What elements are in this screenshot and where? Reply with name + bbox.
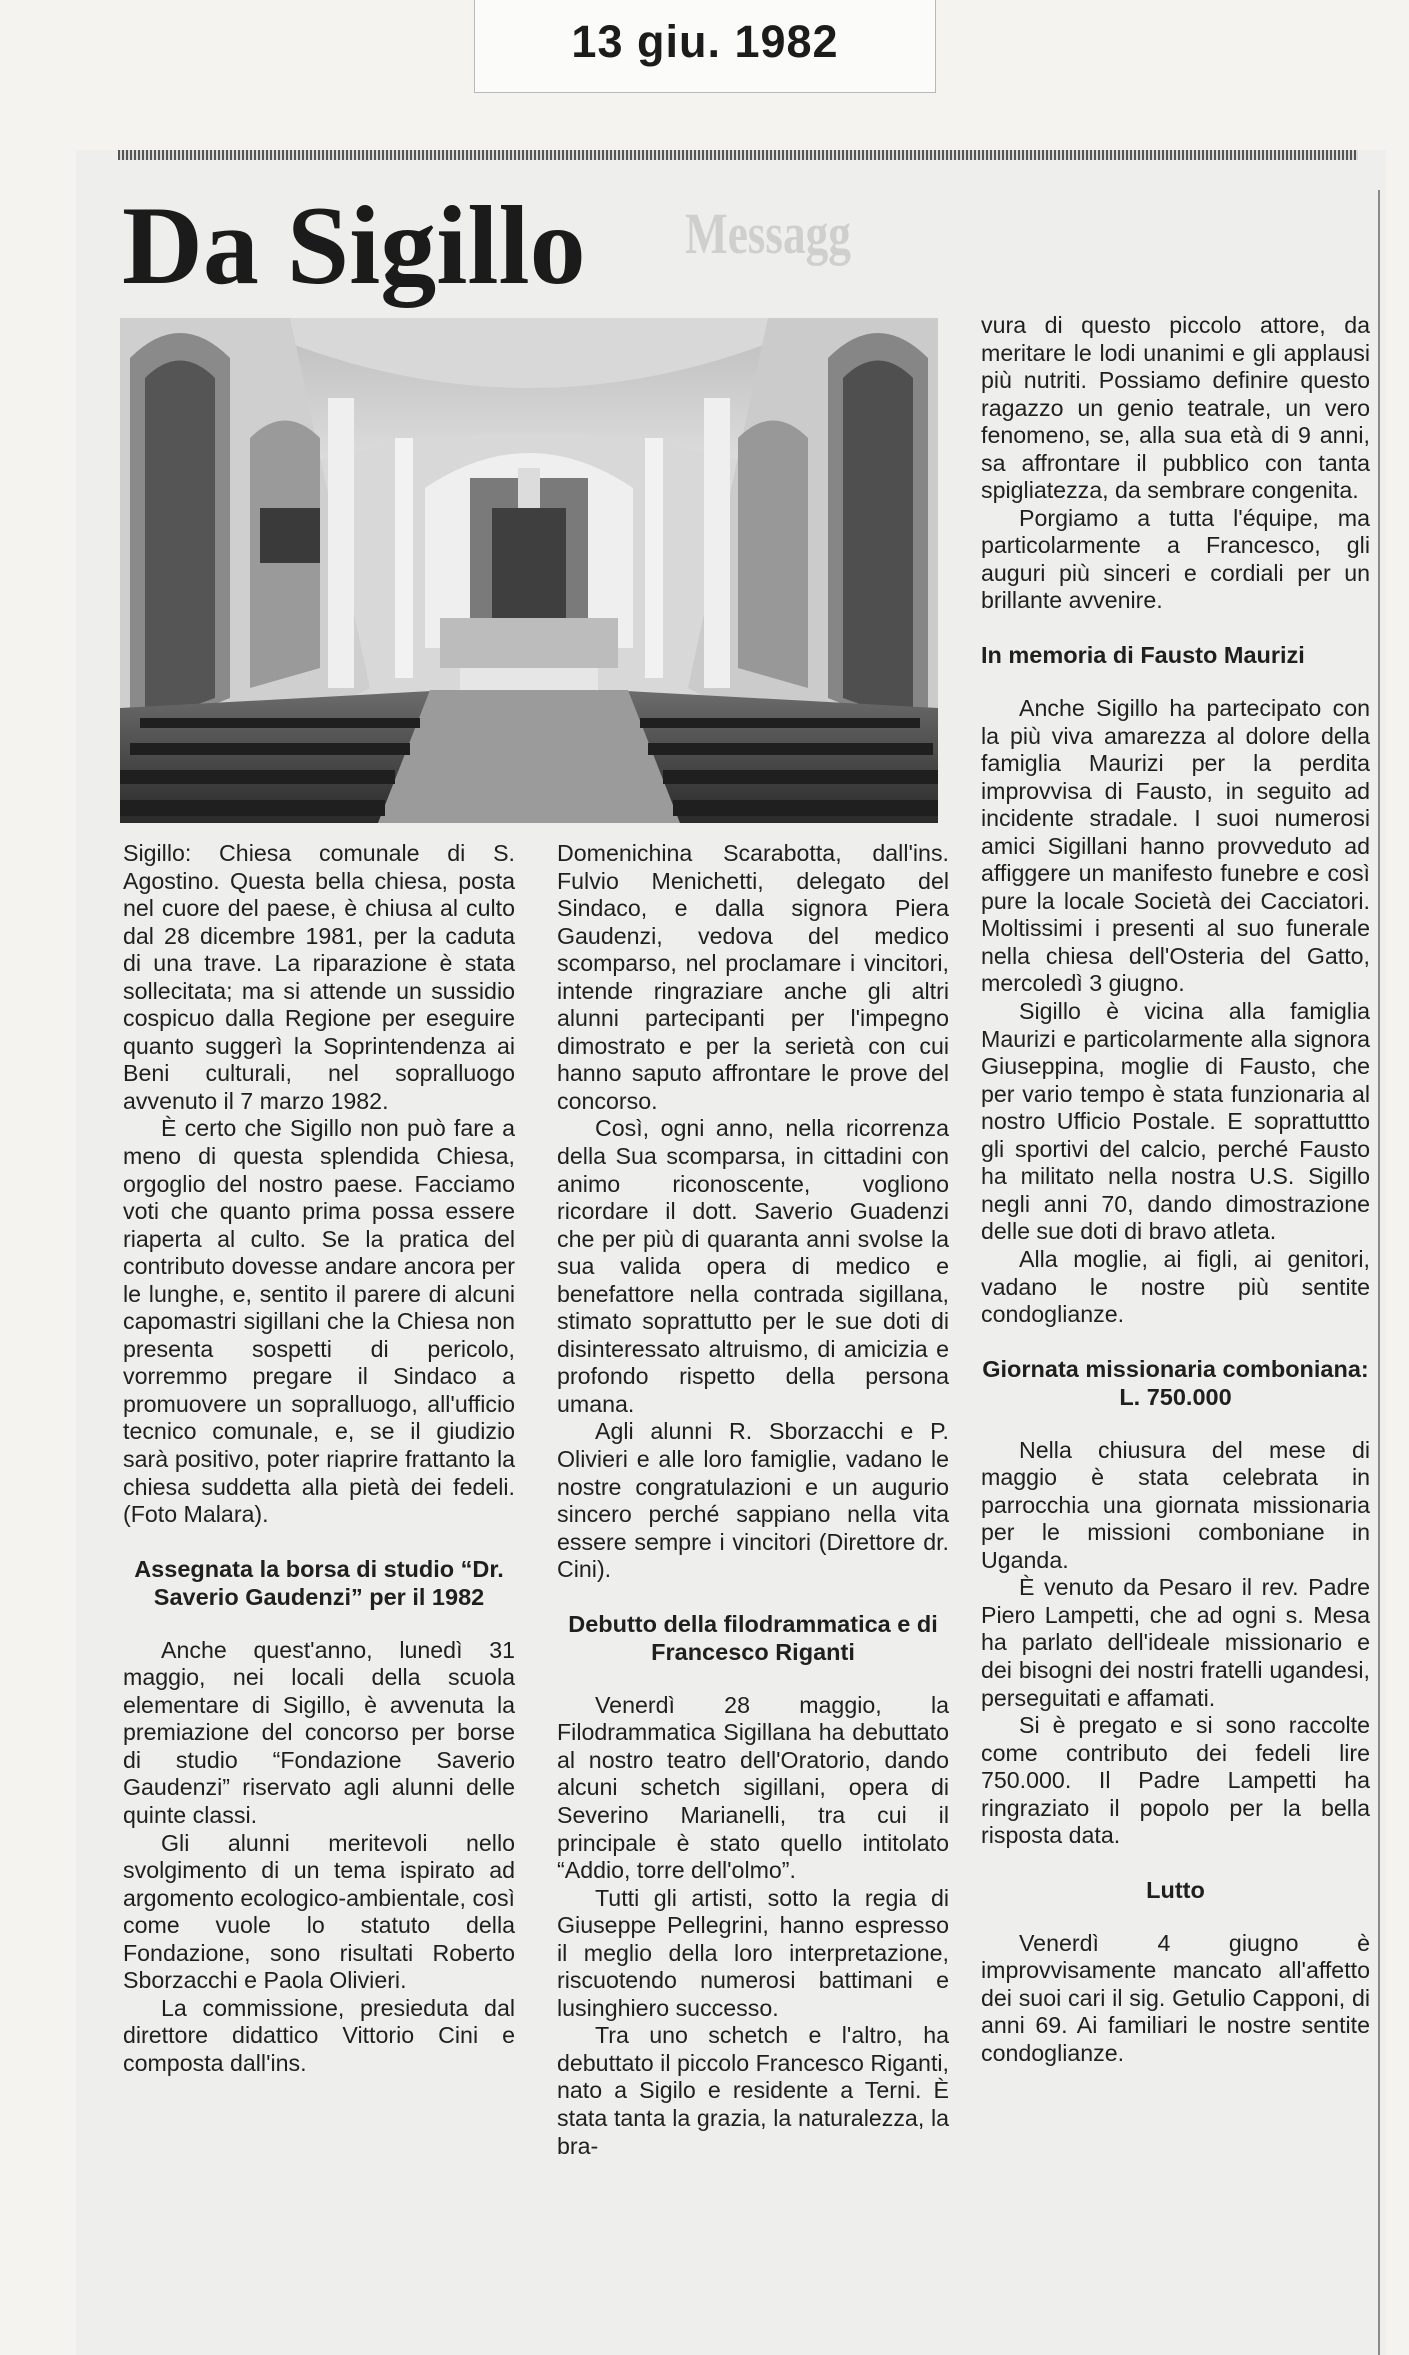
paragraph: Si è pregato e si sono raccolte come contributo dei fedeli lire 750.000. Il Padre Lampetti ha ringraziato il popolo per la bella risposta data. <box>981 1712 1370 1849</box>
section-heading-giornata-missionaria: Giornata missionaria comboniana: L. 750.000 <box>982 1355 1369 1410</box>
column-3 <box>981 312 1370 2068</box>
section-heading-filodrammatica: Debutto della filodrammatica e di Francesco Riganti <box>568 1610 938 1665</box>
paragraph: Anche quest'anno, lunedì 31 maggio, nei locali della scuola elementare di Sigillo, è avvenuta la premiazione del concorso per borse di studio “Fondazione Saverio Gaudenzi” riservato agli alunni delle quinte classi. <box>123 1636 515 1828</box>
paragraph: È certo che Sigillo non può fare a meno di questa splendida Chiesa, orgoglio del nostro paese. Facciamo voti che quanto prima possa essere riaperta al culto. Se la pratica del contributo dovesse andare ancora per le lunghe, e, sentito il parere di alcuni capomastri sigillani che la Chiesa non presenta sospetti di pericolo, vorremmo pregare il Sindaco a promuovere un sopralluogo, all'ufficio tecnico comunale, e, se il giudizio sarà positivo, poter riaprire frattanto la chiesa suddetta alla pietà dei fedeli. (Foto Malara). <box>123 1115 515 1528</box>
top-rule <box>118 150 1358 160</box>
paragraph: Anche Sigillo ha partecipato con la più viva amarezza al dolore della famiglia Maurizi per la perdita improvvisa di Fausto, in seguito ad incidente stradale. I suoi numerosi amici Sigillani hanno provveduto ad affiggere un manifesto funebre e così pure la locale Società dei Cacciatori. Moltissimi i presenti al suo funerale nella chiesa dell'Osteria del Gatto, mercoledì 3 giugno. <box>981 695 1370 997</box>
paragraph: Tra uno schetch e l'altro, ha debuttato il piccolo Francesco Riganti, nato a Sigilo e residente a Terni. È stata tanta la grazia, la naturalezza, la bra- <box>557 2022 949 2159</box>
headline: Da Sigillo <box>122 184 586 308</box>
date-stamp-text: 13 giu. 1982 <box>571 16 839 67</box>
paragraph: Tutti gli artisti, sotto la regia di Giuseppe Pellegrini, hanno espresso il meglio della loro interpretazione, riscuotendo numerosi battimani e lusinghiero successo. <box>557 1884 949 2021</box>
paragraph: Agli alunni R. Sborzacchi e P. Olivieri e alle loro famiglie, vadano le nostre congratulazioni e un augurio sincero perché sappiano nella vita essere sempre i vincitori (Direttore dr. Cini). <box>557 1418 949 1583</box>
paragraph: Domenichina Scarabotta, dall'ins. Fulvio Menichetti, delegato del Sindaco, e dalla signora Piera Gaudenzi, vedova del medico scomparso, nel proclamare i vincitori, intende ringraziare anche gli altri alunni partecipanti per l'impegno dimostrato e per la serietà con cui hanno saputo affrontare le prove del concorso. <box>557 840 949 1114</box>
section-heading-lutto: Lutto <box>1146 1876 1205 1903</box>
paragraph: Gli alunni meritevoli nello svolgimento di un tema ispirato ad argomento ecologico-ambientale, così come vuole lo statuto della Fondazione, sono risultati Roberto Sborzacchi e Paola Olivieri. <box>123 1829 515 1994</box>
section-heading-borsa-di-studio: Assegnata la borsa di studio “Dr. Saverio Gaudenzi” per il 1982 <box>134 1555 504 1610</box>
clipping-edge <box>1378 190 1380 2355</box>
column-2 <box>557 840 949 2160</box>
section-heading-fausto-maurizi: In memoria di Fausto Maurizi <box>981 642 1305 669</box>
church-photo <box>120 318 938 823</box>
paragraph: È venuto da Pesaro il rev. Padre Piero Lampetti, che ad ogni s. Mesa ha parlato dell'ideale missionario e dei bisogni dei nostri fratelli ugandesi, perseguitati e affamati. <box>981 1574 1370 1711</box>
paragraph: Così, ogni anno, nella ricorrenza della Sua scomparsa, in cittadini con animo riconoscente, vogliono ricordare il dott. Saverio Guadenzi che per più di quaranta anni svolse la sua valida opera di medico e benefattore nella contrada sigillana, stimato soprattutto per le sue doti di disinteressato altruismo, di amicizia e profondo rispetto della persona umana. <box>557 1115 949 1417</box>
column-1 <box>123 840 515 2077</box>
date-stamp <box>474 0 936 93</box>
paragraph: Sigillo è vicina alla famiglia Maurizi e particolarmente alla signora Giuseppina, moglie di Fausto, che per vario tempo è stata funzionaria al nostro Ufficio Postale. E soprattuttto gli sportivi del calcio, perché Fausto ha militato nella nostra U.S. Sigillo negli anni 70, dando dimostrazione delle sue doti di bravo atleta. <box>981 998 1370 1245</box>
paragraph: vura di questo piccolo attore, da meritare le lodi unanimi e gli applausi più nutriti. Possiamo definire questo ragazzo un genio teatrale, un vero fenomeno, se, alla sua età di 9 anni, sa affrontare il pubblico con tanta spigliatezza, da sembrare congenita. <box>981 312 1370 504</box>
paragraph: Nella chiusura del mese di maggio è stata celebrata in parrocchia una giornata missionaria per le missioni comboniane in Uganda. <box>981 1436 1370 1573</box>
paragraph: Venerdì 4 giugno è improvvisamente mancato all'affetto dei suoi cari il sig. Getulio Capponi, di anni 69. Ai familiari le nostre sentite condoglianze. <box>981 1929 1370 2066</box>
bleed-through-masthead: Messagg <box>685 201 851 266</box>
paragraph: Venerdì 28 maggio, la Filodrammatica Sigillana ha debuttato al nostro teatro dell'Oratorio, dando alcuni schetch sigillani, opera di Severino Marianelli, tra cui il principale è stato quello intitolato “Addio, torre dell'olmo”. <box>557 1691 949 1884</box>
church-interior-image <box>120 318 938 823</box>
paragraph: Alla moglie, ai figli, ai genitori, vadano le nostre più sentite condoglianze. <box>981 1245 1370 1328</box>
photo-caption-paragraph: Sigillo: Chiesa comunale di S. Agostino. Questa bella chiesa, posta nel cuore del paese, è chiusa al culto dal 28 dicembre 1981, per la caduta di una trave. La riparazione è stata sollecitata; ma si attende un sussidio cospicuo dalla Regione per eseguire quanto suggerì la Soprintendenza ai Beni culturali, nel sopralluogo avvenuto il 7 marzo 1982. <box>123 840 515 1114</box>
paragraph: Porgiamo a tutta l'équipe, ma particolarmente a Francesco, gli auguri più sinceri e cordiali per un brillante avvenire. <box>981 504 1370 614</box>
paragraph: La commissione, presieduta dal direttore didattico Vittorio Cini e composta dall'ins. <box>123 1994 515 2076</box>
